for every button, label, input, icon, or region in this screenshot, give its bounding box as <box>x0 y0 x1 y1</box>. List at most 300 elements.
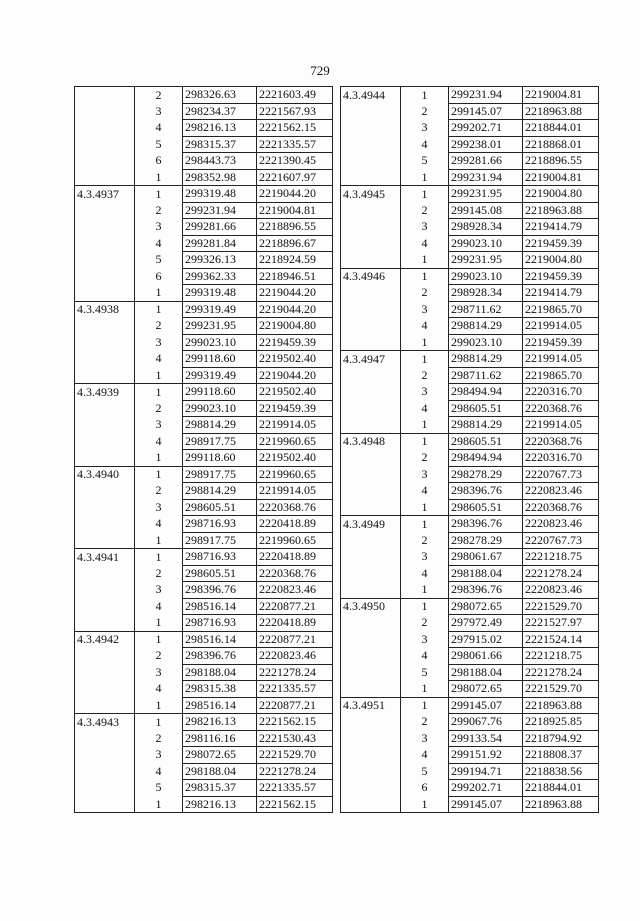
x-coordinate-cell: 298716.93 <box>183 516 257 533</box>
y-coordinate-cell: 2219004.80 <box>523 252 599 269</box>
point-number-cell: 1 <box>401 582 449 599</box>
parcel-id-cell <box>341 747 401 764</box>
table-row <box>75 136 333 153</box>
x-coordinate-cell: 299023.10 <box>183 334 257 351</box>
table-row <box>341 796 599 813</box>
point-number-cell: 3 <box>401 120 449 137</box>
parcel-id-cell <box>75 202 135 219</box>
point-number-cell: 1 <box>401 169 449 186</box>
table-row <box>75 384 333 401</box>
x-coordinate-cell: 299145.07 <box>449 796 523 813</box>
y-coordinate-cell: 2219960.65 <box>257 466 333 483</box>
x-coordinate-cell: 299118.60 <box>183 351 257 368</box>
point-number-cell: 4 <box>135 120 183 137</box>
table-row <box>75 582 333 599</box>
x-coordinate-cell: 298396.76 <box>449 483 523 500</box>
y-coordinate-cell: 2221278.24 <box>523 664 599 681</box>
point-number-cell: 3 <box>135 103 183 120</box>
y-coordinate-cell: 2219865.70 <box>523 367 599 384</box>
y-coordinate-cell: 2221278.24 <box>523 565 599 582</box>
x-coordinate-cell: 299202.71 <box>449 780 523 797</box>
parcel-id-cell <box>75 285 135 302</box>
table-row <box>341 730 599 747</box>
parcel-id-cell: 4.3.4951 <box>341 697 401 714</box>
y-coordinate-cell: 2219459.39 <box>257 400 333 417</box>
parcel-id-cell: 4.3.4941 <box>75 549 135 566</box>
point-number-cell: 2 <box>401 450 449 467</box>
x-coordinate-cell: 298605.51 <box>449 400 523 417</box>
parcel-id-cell <box>75 433 135 450</box>
y-coordinate-cell: 2218924.59 <box>257 252 333 269</box>
x-coordinate-cell: 298396.76 <box>183 582 257 599</box>
y-coordinate-cell: 2221562.15 <box>257 796 333 813</box>
parcel-id-cell <box>341 780 401 797</box>
y-coordinate-cell: 2221335.57 <box>257 136 333 153</box>
table-row <box>341 285 599 302</box>
x-coordinate-cell: 298711.62 <box>449 367 523 384</box>
point-number-cell: 3 <box>135 747 183 764</box>
parcel-id-cell <box>341 202 401 219</box>
x-coordinate-cell: 299118.60 <box>183 384 257 401</box>
point-number-cell: 6 <box>401 780 449 797</box>
point-number-cell: 1 <box>135 285 183 302</box>
point-number-cell: 1 <box>135 714 183 731</box>
y-coordinate-cell: 2220823.46 <box>257 648 333 665</box>
table-row <box>341 103 599 120</box>
parcel-id-cell: 4.3.4946 <box>341 268 401 285</box>
y-coordinate-cell: 2221567.93 <box>257 103 333 120</box>
x-coordinate-cell: 298216.13 <box>183 714 257 731</box>
table-row <box>341 153 599 170</box>
y-coordinate-cell: 2218925.85 <box>523 714 599 731</box>
parcel-id-cell <box>341 681 401 698</box>
x-coordinate-cell: 298917.75 <box>183 466 257 483</box>
y-coordinate-cell: 2218963.88 <box>523 697 599 714</box>
point-number-cell: 3 <box>135 417 183 434</box>
x-coordinate-cell: 298061.66 <box>449 648 523 665</box>
table-row <box>75 648 333 665</box>
x-coordinate-cell: 298516.14 <box>183 697 257 714</box>
point-number-cell: 1 <box>135 169 183 186</box>
x-coordinate-cell: 298352.98 <box>183 169 257 186</box>
point-number-cell: 2 <box>401 714 449 731</box>
y-coordinate-cell: 2221527.97 <box>523 615 599 632</box>
y-coordinate-cell: 2221603.49 <box>257 87 333 104</box>
x-coordinate-cell: 299202.71 <box>449 120 523 137</box>
point-number-cell: 4 <box>135 235 183 252</box>
x-coordinate-cell: 298516.14 <box>183 631 257 648</box>
x-coordinate-cell: 299281.66 <box>183 219 257 236</box>
x-coordinate-cell: 298814.29 <box>449 417 523 434</box>
table-row <box>341 615 599 632</box>
point-number-cell: 4 <box>135 598 183 615</box>
table-row <box>341 565 599 582</box>
point-number-cell: 2 <box>401 532 449 549</box>
y-coordinate-cell: 2220418.89 <box>257 615 333 632</box>
point-number-cell: 2 <box>401 615 449 632</box>
table-row <box>341 268 599 285</box>
parcel-id-cell: 4.3.4938 <box>75 301 135 318</box>
y-coordinate-cell: 2219502.40 <box>257 450 333 467</box>
y-coordinate-cell: 2219044.20 <box>257 285 333 302</box>
parcel-id-cell <box>75 796 135 813</box>
y-coordinate-cell: 2221529.70 <box>523 598 599 615</box>
y-coordinate-cell: 2220316.70 <box>523 384 599 401</box>
y-coordinate-cell: 2218794.92 <box>523 730 599 747</box>
y-coordinate-cell: 2220368.76 <box>257 499 333 516</box>
point-number-cell: 4 <box>401 483 449 500</box>
parcel-id-cell <box>75 400 135 417</box>
x-coordinate-cell: 299118.60 <box>183 450 257 467</box>
y-coordinate-cell: 2221335.57 <box>257 780 333 797</box>
table-row <box>75 483 333 500</box>
table-row <box>75 714 333 731</box>
x-coordinate-cell: 299145.08 <box>449 202 523 219</box>
table-row <box>75 433 333 450</box>
x-coordinate-cell: 298396.76 <box>449 582 523 599</box>
parcel-id-cell <box>341 235 401 252</box>
point-number-cell: 6 <box>135 153 183 170</box>
parcel-id-cell <box>75 235 135 252</box>
parcel-id-cell <box>75 417 135 434</box>
x-coordinate-cell: 299231.94 <box>449 87 523 104</box>
table-row <box>341 532 599 549</box>
parcel-id-cell <box>75 763 135 780</box>
x-coordinate-cell: 299067.76 <box>449 714 523 731</box>
table-row <box>75 351 333 368</box>
table-row <box>75 235 333 252</box>
x-coordinate-cell: 298061.67 <box>449 549 523 566</box>
table-row <box>341 202 599 219</box>
point-number-cell: 1 <box>401 697 449 714</box>
parcel-id-cell <box>341 136 401 153</box>
y-coordinate-cell: 2220877.21 <box>257 697 333 714</box>
y-coordinate-cell: 2220368.76 <box>257 565 333 582</box>
y-coordinate-cell: 2221607.97 <box>257 169 333 186</box>
point-number-cell: 3 <box>401 384 449 401</box>
table-row <box>341 780 599 797</box>
x-coordinate-cell: 298216.13 <box>183 796 257 813</box>
x-coordinate-cell: 299281.84 <box>183 235 257 252</box>
table-row <box>75 516 333 533</box>
table-row <box>341 384 599 401</box>
parcel-id-cell: 4.3.4940 <box>75 466 135 483</box>
parcel-id-cell <box>341 631 401 648</box>
table-row <box>75 87 333 104</box>
point-number-cell: 5 <box>135 780 183 797</box>
point-number-cell: 1 <box>401 334 449 351</box>
point-number-cell: 6 <box>135 268 183 285</box>
point-number-cell: 4 <box>401 747 449 764</box>
point-number-cell: 4 <box>135 351 183 368</box>
parcel-id-cell <box>341 153 401 170</box>
parcel-id-cell <box>75 450 135 467</box>
y-coordinate-cell: 2219459.39 <box>523 268 599 285</box>
parcel-id-cell: 4.3.4943 <box>75 714 135 731</box>
table-row <box>341 87 599 104</box>
y-coordinate-cell: 2220877.21 <box>257 598 333 615</box>
table-row <box>341 235 599 252</box>
table-row <box>75 169 333 186</box>
point-number-cell: 1 <box>401 499 449 516</box>
x-coordinate-cell: 298605.51 <box>183 499 257 516</box>
table-row <box>75 285 333 302</box>
point-number-cell: 1 <box>401 796 449 813</box>
table-row <box>341 483 599 500</box>
x-coordinate-cell: 298188.04 <box>183 763 257 780</box>
table-row <box>341 334 599 351</box>
y-coordinate-cell: 2220823.46 <box>257 582 333 599</box>
x-coordinate-cell: 298278.29 <box>449 466 523 483</box>
parcel-id-cell <box>341 796 401 813</box>
table-row <box>75 120 333 137</box>
point-number-cell: 3 <box>135 334 183 351</box>
point-number-cell: 4 <box>135 433 183 450</box>
point-number-cell: 1 <box>401 268 449 285</box>
x-coordinate-cell: 298716.93 <box>183 549 257 566</box>
y-coordinate-cell: 2218896.55 <box>523 153 599 170</box>
x-coordinate-cell: 299145.07 <box>449 103 523 120</box>
table-row <box>341 417 599 434</box>
x-coordinate-cell: 298814.29 <box>449 351 523 368</box>
x-coordinate-cell: 298278.29 <box>449 532 523 549</box>
x-coordinate-cell: 298188.04 <box>183 664 257 681</box>
x-coordinate-cell: 299319.48 <box>183 285 257 302</box>
point-number-cell: 4 <box>135 681 183 698</box>
point-number-cell: 4 <box>135 516 183 533</box>
y-coordinate-cell: 2220316.70 <box>523 450 599 467</box>
y-coordinate-cell: 2219004.81 <box>257 202 333 219</box>
y-coordinate-cell: 2220823.46 <box>523 483 599 500</box>
y-coordinate-cell: 2218963.88 <box>523 103 599 120</box>
table-row <box>341 433 599 450</box>
table-row <box>75 450 333 467</box>
y-coordinate-cell: 2218896.55 <box>257 219 333 236</box>
parcel-id-cell <box>341 648 401 665</box>
table-row <box>341 367 599 384</box>
y-coordinate-cell: 2219960.65 <box>257 433 333 450</box>
table-row <box>75 631 333 648</box>
y-coordinate-cell: 2219004.80 <box>523 186 599 203</box>
parcel-id-cell <box>75 169 135 186</box>
y-coordinate-cell: 2219414.79 <box>523 219 599 236</box>
table-row <box>341 681 599 698</box>
parcel-id-cell <box>341 301 401 318</box>
y-coordinate-cell: 2219914.05 <box>523 417 599 434</box>
point-number-cell: 1 <box>135 532 183 549</box>
table-row <box>75 103 333 120</box>
table-row <box>75 318 333 335</box>
parcel-id-cell <box>75 598 135 615</box>
table-row <box>341 549 599 566</box>
x-coordinate-cell: 299319.49 <box>183 367 257 384</box>
y-coordinate-cell: 2218896.67 <box>257 235 333 252</box>
y-coordinate-cell: 2218808.37 <box>523 747 599 764</box>
parcel-id-cell <box>75 351 135 368</box>
y-coordinate-cell: 2218963.88 <box>523 202 599 219</box>
point-number-cell: 3 <box>401 730 449 747</box>
parcel-id-cell <box>341 169 401 186</box>
parcel-id-cell <box>341 763 401 780</box>
x-coordinate-cell: 298814.29 <box>449 318 523 335</box>
parcel-id-cell <box>341 532 401 549</box>
table-row <box>75 219 333 236</box>
x-coordinate-cell: 298396.76 <box>449 516 523 533</box>
table-row <box>75 796 333 813</box>
point-number-cell: 1 <box>401 681 449 698</box>
parcel-id-cell <box>341 582 401 599</box>
x-coordinate-cell: 299023.10 <box>449 268 523 285</box>
y-coordinate-cell: 2220368.76 <box>523 433 599 450</box>
point-number-cell: 3 <box>401 219 449 236</box>
y-coordinate-cell: 2219914.05 <box>257 417 333 434</box>
table-row <box>75 186 333 203</box>
point-number-cell: 1 <box>135 466 183 483</box>
x-coordinate-cell: 298315.37 <box>183 780 257 797</box>
point-number-cell: 3 <box>135 219 183 236</box>
x-coordinate-cell: 298814.29 <box>183 417 257 434</box>
table-row <box>341 697 599 714</box>
point-number-cell: 4 <box>401 648 449 665</box>
table-row <box>341 763 599 780</box>
x-coordinate-cell: 298716.93 <box>183 615 257 632</box>
x-coordinate-cell: 299231.94 <box>449 169 523 186</box>
parcel-id-cell <box>75 582 135 599</box>
x-coordinate-cell: 298396.76 <box>183 648 257 665</box>
y-coordinate-cell: 2221278.24 <box>257 763 333 780</box>
parcel-id-cell <box>75 565 135 582</box>
y-coordinate-cell: 2219459.39 <box>257 334 333 351</box>
x-coordinate-cell: 299231.94 <box>183 202 257 219</box>
table-row <box>75 549 333 566</box>
parcel-id-cell: 4.3.4944 <box>341 87 401 104</box>
table-row <box>75 202 333 219</box>
point-number-cell: 2 <box>135 400 183 417</box>
y-coordinate-cell: 2219502.40 <box>257 384 333 401</box>
point-number-cell: 1 <box>135 631 183 648</box>
parcel-id-cell <box>75 252 135 269</box>
y-coordinate-cell: 2219914.05 <box>257 483 333 500</box>
x-coordinate-cell: 298516.14 <box>183 598 257 615</box>
point-number-cell: 1 <box>401 417 449 434</box>
table-row <box>341 219 599 236</box>
table-row <box>75 615 333 632</box>
x-coordinate-cell: 299023.10 <box>449 235 523 252</box>
point-number-cell: 3 <box>135 582 183 599</box>
parcel-id-cell: 4.3.4948 <box>341 433 401 450</box>
table-row <box>75 730 333 747</box>
x-coordinate-cell: 299145.07 <box>449 697 523 714</box>
parcel-id-cell <box>75 120 135 137</box>
x-coordinate-cell: 299151.92 <box>449 747 523 764</box>
parcel-id-cell <box>75 747 135 764</box>
table-row <box>341 598 599 615</box>
x-coordinate-cell: 299023.10 <box>183 400 257 417</box>
y-coordinate-cell: 2219414.79 <box>523 285 599 302</box>
x-coordinate-cell: 298315.37 <box>183 136 257 153</box>
parcel-id-cell <box>341 730 401 747</box>
y-coordinate-cell: 2219502.40 <box>257 351 333 368</box>
point-number-cell: 2 <box>135 565 183 582</box>
x-coordinate-cell: 298605.51 <box>183 565 257 582</box>
point-number-cell: 4 <box>401 400 449 417</box>
x-coordinate-cell: 298494.94 <box>449 450 523 467</box>
parcel-id-cell <box>341 219 401 236</box>
y-coordinate-cell: 2219865.70 <box>523 301 599 318</box>
x-coordinate-cell: 298315.38 <box>183 681 257 698</box>
x-coordinate-cell: 298188.04 <box>449 664 523 681</box>
point-number-cell: 1 <box>135 615 183 632</box>
table-row <box>341 318 599 335</box>
parcel-id-cell: 4.3.4949 <box>341 516 401 533</box>
point-number-cell: 4 <box>401 565 449 582</box>
point-number-cell: 1 <box>401 186 449 203</box>
point-number-cell: 1 <box>135 186 183 203</box>
table-row <box>341 466 599 483</box>
y-coordinate-cell: 2219004.81 <box>523 87 599 104</box>
page-number: 729 <box>310 63 330 78</box>
x-coordinate-cell: 299194.71 <box>449 763 523 780</box>
point-number-cell: 1 <box>401 87 449 104</box>
y-coordinate-cell: 2221562.15 <box>257 714 333 731</box>
table-row <box>75 780 333 797</box>
parcel-id-cell <box>75 532 135 549</box>
parcel-id-cell <box>75 318 135 335</box>
point-number-cell: 1 <box>135 697 183 714</box>
x-coordinate-cell: 298605.51 <box>449 433 523 450</box>
table-row <box>341 136 599 153</box>
parcel-id-cell <box>341 664 401 681</box>
parcel-id-cell <box>75 367 135 384</box>
y-coordinate-cell: 2219459.39 <box>523 334 599 351</box>
table-row <box>341 351 599 368</box>
parcel-id-cell <box>341 120 401 137</box>
point-number-cell: 5 <box>135 136 183 153</box>
parcel-id-cell <box>341 285 401 302</box>
table-row <box>341 186 599 203</box>
parcel-id-cell <box>75 136 135 153</box>
point-number-cell: 2 <box>401 285 449 302</box>
table-row <box>75 268 333 285</box>
y-coordinate-cell: 2219459.39 <box>523 235 599 252</box>
y-coordinate-cell: 2218844.01 <box>523 780 599 797</box>
table-row <box>341 499 599 516</box>
point-number-cell: 2 <box>401 202 449 219</box>
table-row <box>75 334 333 351</box>
parcel-id-cell <box>341 318 401 335</box>
x-coordinate-cell: 298928.34 <box>449 285 523 302</box>
y-coordinate-cell: 2219004.81 <box>523 169 599 186</box>
y-coordinate-cell: 2221562.15 <box>257 120 333 137</box>
table-row <box>75 153 333 170</box>
point-number-cell: 1 <box>135 384 183 401</box>
parcel-id-cell <box>341 334 401 351</box>
parcel-id-cell: 4.3.4950 <box>341 598 401 615</box>
x-coordinate-cell: 298814.29 <box>183 483 257 500</box>
x-coordinate-cell: 299281.66 <box>449 153 523 170</box>
parcel-id-cell: 4.3.4939 <box>75 384 135 401</box>
table-row <box>341 301 599 318</box>
x-coordinate-cell: 298917.75 <box>183 433 257 450</box>
table-row <box>341 747 599 764</box>
point-number-cell: 3 <box>135 499 183 516</box>
table-row <box>341 120 599 137</box>
parcel-id-cell <box>341 714 401 731</box>
x-coordinate-cell: 298072.65 <box>449 681 523 698</box>
parcel-id-cell <box>341 252 401 269</box>
y-coordinate-cell: 2220877.21 <box>257 631 333 648</box>
y-coordinate-cell: 2219004.80 <box>257 318 333 335</box>
